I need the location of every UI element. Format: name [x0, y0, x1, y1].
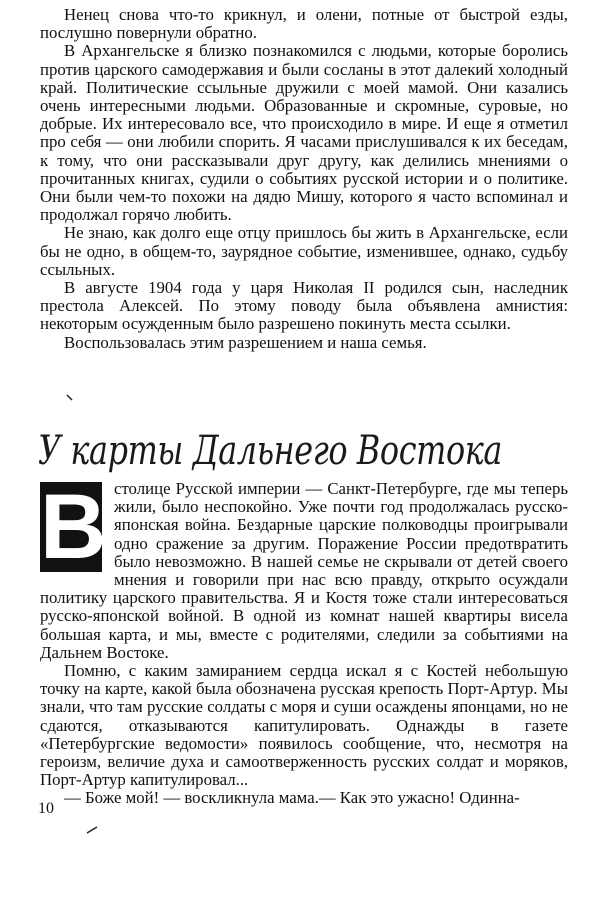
paragraph: Не знаю, как долго еще отцу пришлось бы жить в Архангельске, если бы не одно, в общем-то, заурядное событие, изменившее, однако, судьбу ссыльных. — [40, 223, 568, 279]
paragraph-first: столице Русской империи — Санкт-Петербурге, где мы теперь жили, было неспокойно. Уже почти год продолжалась русско-японская война. Бездарные царские полководцы проигрывали одно сражение за другим. Поражение России предотвратить было невозможно. В нашей семье не скрывали от детей своего мнения и говорили при нас всю правду, открыто осуждали политику царского правительства. Я и Костя тоже стали интересоваться русско-японской войной. В одной из комнат нашей квартиры висела большая карта, и мы, вместе с родителями, следили за событиями на Дальнем Востоке. — [40, 479, 568, 662]
stray-mark — [86, 826, 98, 834]
stray-mark — [66, 394, 74, 402]
paragraph: Ненец снова что-то крикнул, и олени, потные от быстрой езды, послушно повернули обратно. — [40, 5, 568, 43]
page-number: 10 — [38, 800, 54, 817]
drop-cap: В — [40, 476, 107, 578]
paragraph: В августе 1904 года у царя Николая II родился сын, наследник престола Алексей. По этому поводу была объявлена амнистия: некоторым осужденным было разрешено покинуть места ссылки. — [40, 278, 568, 334]
paragraph: — Боже мой! — воскликнула мама.— Как это ужасно! Одинна- — [64, 788, 520, 808]
text-block-chapter — [40, 476, 568, 808]
chapter-title: У карты Дальнего Востока — [38, 428, 502, 474]
paragraph: Воспользовалась этим разрешением и наша семья. — [64, 332, 427, 352]
paragraph: Помню, с каким замиранием сердца искал я с Костей небольшую точку на карте, какой была обозначена русская крепость Порт-Артур. Мы знали, что там русские солдаты с моря и суши осаждены японцами, но не сдаются, отказываются капитулировать. Однажды в газете «Петербургские ведомости» появилось сообщение, что, несмотря на героизм, величие духа и самоотверженность русских солдат и моряков, Порт-Артур капитулировал... — [40, 661, 568, 790]
text-block-top — [40, 6, 568, 352]
chapter-heading — [36, 424, 506, 476]
paragraph: В Архангельске я близко познакомился с людьми, которые боролись против царского самодержавия и были сосланы в этот далекий холодный край. Политические ссыльные дружили с моей мамой. Они казались очень интересными людьми. Образованные и скромные, суровые, но добрые. Их интересовало все, что происходило в мире. И еще я отметил про себя — они любили спорить. Я часами прислушивался к их беседам, к тому, что они рассказывали друг другу, как делились мнениями о прочитанных книгах, судили о событиях русской истории и о политике. Они были чем-то похожи на дядю Мишу, которого я часто вспоминал и продолжал горячо любить. — [40, 41, 568, 225]
